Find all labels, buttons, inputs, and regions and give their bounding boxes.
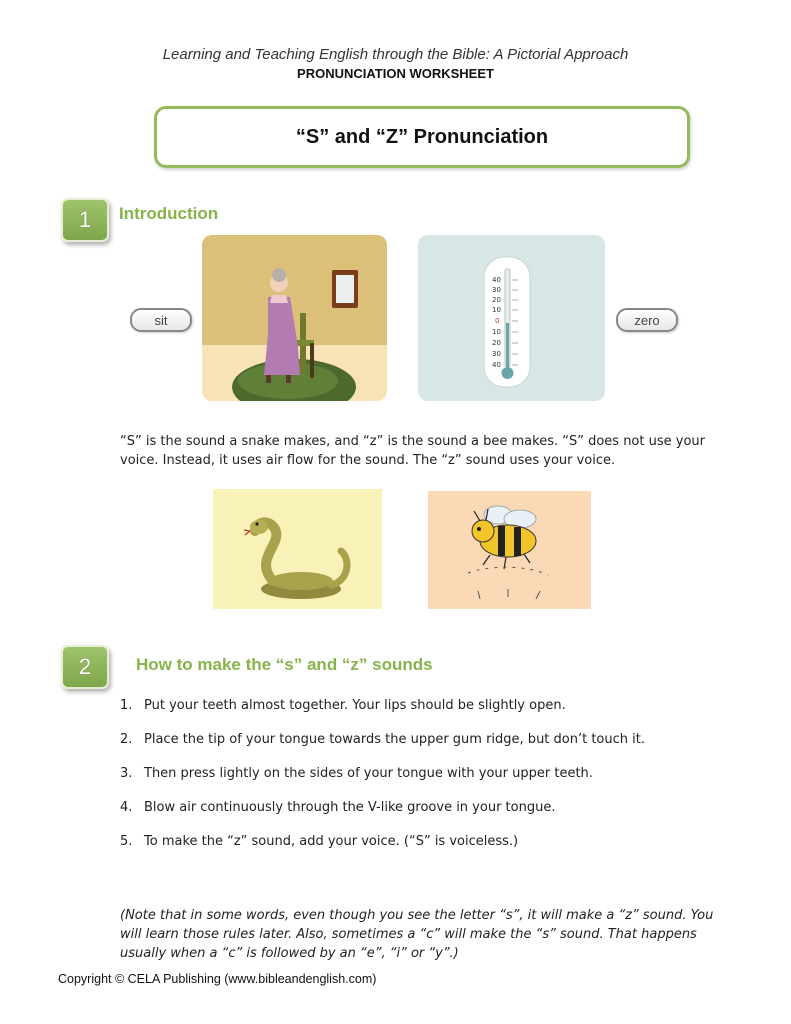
step-item: [118, 799, 678, 816]
word-label-zero: zero: [616, 308, 678, 332]
tick-label: 10: [492, 306, 501, 314]
woman-sitting-illustration: [202, 235, 387, 401]
thermometer-svg: [418, 235, 605, 401]
snake-head: [250, 520, 268, 534]
section-title-introduction: Introduction: [119, 204, 219, 223]
step-text: Put your teeth almost together. Your lips should be slightly open.: [144, 698, 566, 713]
worksheet-title-box: [154, 106, 690, 168]
snake-coil: [269, 572, 333, 590]
step-text: Place the tip of your tongue towards the upper gum ridge, but don’t touch it.: [144, 732, 645, 747]
step-text: Then press lightly on the sides of your tongue with your upper teeth.: [144, 766, 593, 781]
wall-mirror-glass: [336, 275, 354, 303]
step-number: 5.: [120, 834, 133, 849]
steps-list: [118, 697, 678, 867]
worksheet-title: “S” and “Z” Pronunciation: [295, 125, 549, 148]
tick-label: 30: [492, 350, 501, 358]
thermometer-illustration: [418, 235, 605, 401]
snake-illustration: [213, 489, 382, 609]
step-item: [118, 697, 678, 714]
snake-eye: [255, 522, 258, 525]
step-number: 1.: [120, 698, 133, 713]
thermometer-liquid: [506, 323, 509, 369]
step-number: 3.: [120, 766, 133, 781]
woman-foot: [286, 375, 291, 383]
chair-leg: [310, 343, 314, 378]
step-text: To make the “z” sound, add your voice. (“S” is voiceless.): [144, 834, 519, 849]
bee-stripe: [514, 527, 521, 556]
section-number-badge-1: 1: [61, 198, 109, 242]
bee-illustration: [428, 491, 591, 609]
woman-foot: [266, 375, 271, 383]
book-title: Learning and Teaching English through the Bible: A Pictorial Approach: [162, 46, 629, 63]
section-title-how-to: How to make the “s” and “z” sounds: [136, 655, 433, 674]
woman-hair: [272, 268, 286, 282]
woman-collar: [270, 295, 288, 303]
tick-label: 40: [492, 276, 501, 284]
tick-label: 40: [492, 361, 501, 369]
rules-note: (Note that in some words, even though you see the letter “s”, it will make a “z” sound. You will learn those rules later. Also, sometimes a “c” will make the “s” sound. That happens usually when a “c” is followed by an “e”, “i” or “y”.): [120, 908, 714, 961]
intro-paragraph: “S” is the sound a snake makes, and “z” is the sound a bee makes. “S” does not use your voice. Instead, it uses air flow for the sound. The “z” sound uses your voice.: [120, 434, 705, 468]
thermometer-bulb: [502, 367, 514, 379]
section-number-badge-2: 2: [61, 645, 109, 689]
worksheet-label: PRONUNCIATION WORKSHEET: [297, 66, 494, 81]
step-number: 2.: [120, 732, 133, 747]
copyright-footer: Copyright © CELA Publishing (www.bibleandenglish.com): [58, 972, 377, 986]
bee-head: [472, 520, 494, 542]
step-number: 4.: [120, 800, 133, 815]
tick-label: 30: [492, 286, 501, 294]
tick-label: 10: [492, 328, 501, 336]
woman-sitting-svg: [202, 235, 387, 401]
tick-label: 20: [492, 339, 501, 347]
word-label-sit: sit: [130, 308, 192, 332]
bee-svg: [428, 491, 591, 609]
step-item: [118, 731, 664, 748]
step-item: [118, 765, 678, 782]
tick-label: 0: [495, 317, 500, 325]
step-item: [118, 833, 678, 850]
bee-eye: [477, 527, 481, 531]
snake-svg: [213, 489, 382, 609]
tick-label: 20: [492, 296, 501, 304]
bee-stripe: [498, 526, 505, 556]
step-text: Blow air continuously through the V-like groove in your tongue.: [144, 800, 556, 815]
